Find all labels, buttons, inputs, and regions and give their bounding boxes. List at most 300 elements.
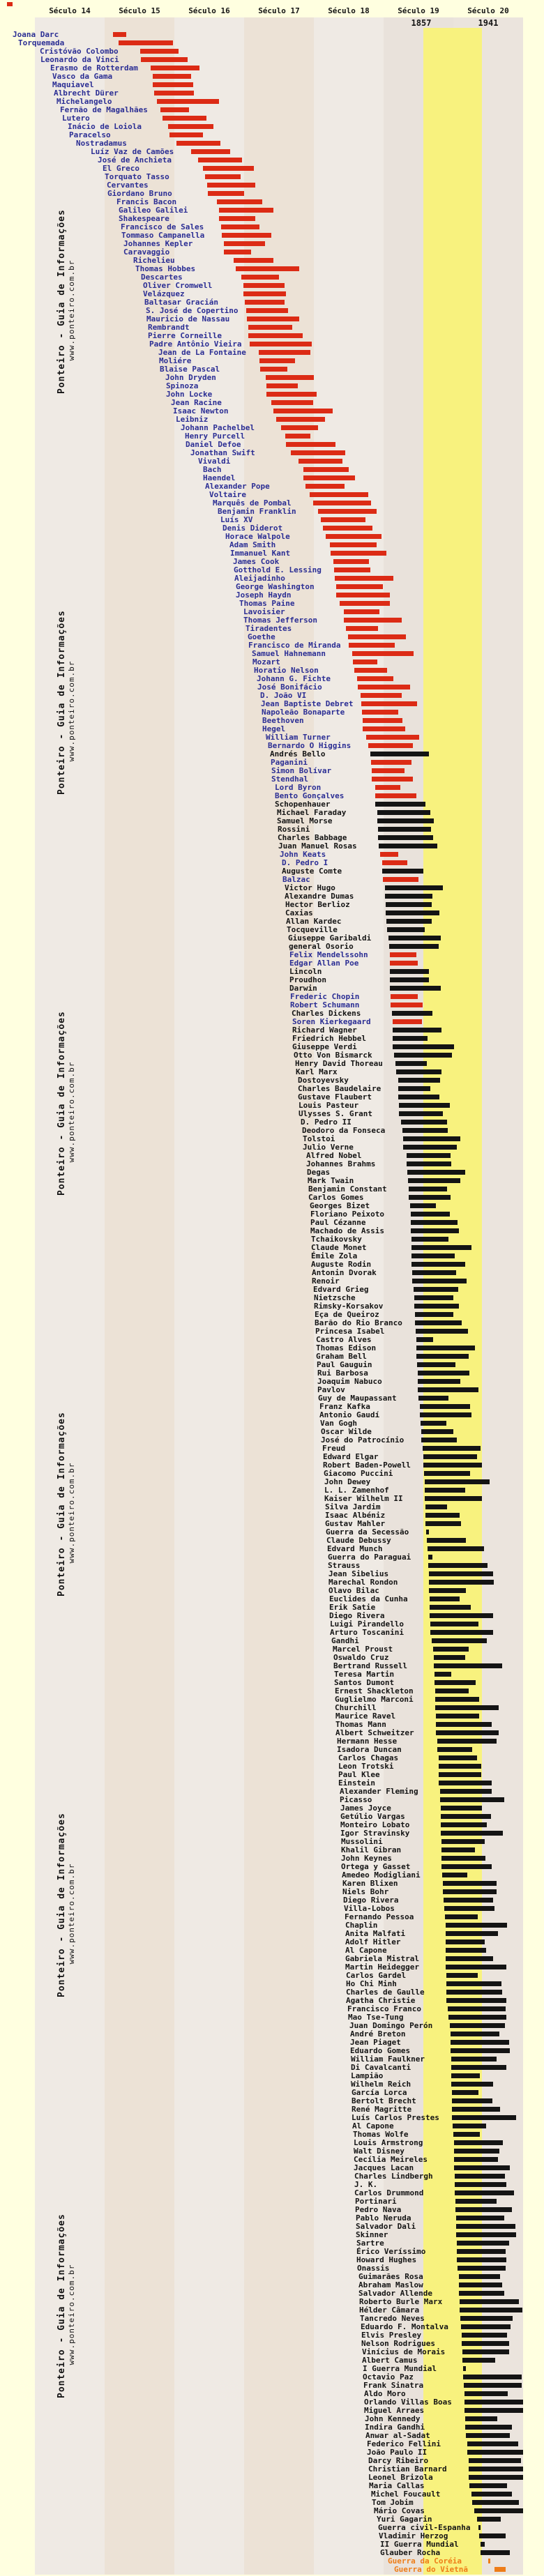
lifespan-bar: [205, 174, 241, 179]
person-label: Felix Mendelssohn: [289, 950, 368, 959]
lifespan-bar: [401, 1120, 447, 1125]
lifespan-bar: [243, 291, 286, 296]
lifespan-bar: [451, 2057, 497, 2061]
lifespan-bar: [430, 1622, 478, 1626]
lifespan-bar: [446, 1973, 478, 1978]
person-label: Degas: [307, 1168, 331, 1177]
person-label: Torquemada: [18, 38, 65, 47]
watermark-site-url: www.ponteiro.com.br: [67, 259, 76, 361]
war-label: Guerra do Vietnã: [394, 2565, 468, 2574]
lifespan-bar: [429, 1588, 466, 1593]
person-label: Vivaldi: [198, 457, 231, 466]
person-label: Torquato Tasso: [105, 172, 169, 181]
person-label: Teresa Martin: [334, 1670, 395, 1679]
lifespan-bar: [418, 1379, 460, 1384]
person-label: Samuel Morse: [277, 816, 333, 825]
person-label: Cecília Meireles: [354, 2155, 428, 2164]
lifespan-bar: [445, 1914, 478, 1919]
person-label: Hegel: [262, 724, 286, 733]
lifespan-bar: [451, 2073, 480, 2078]
person-label: Francisco de Sales: [121, 222, 204, 231]
lifespan-bar: [403, 1136, 460, 1141]
person-label: Vladimir Herzog: [379, 2531, 448, 2540]
person-label: Luigi Pirandello: [330, 1619, 404, 1629]
lifespan-bar: [439, 1781, 492, 1785]
person-label: Joana Darc: [13, 30, 59, 39]
lifespan-bar: [224, 250, 251, 254]
person-label: Cervantes: [107, 181, 149, 190]
person-label: Thomas Hobbes: [135, 264, 196, 273]
lifespan-bar: [398, 1095, 439, 1099]
person-label: Gotthold E. Lessing: [234, 565, 322, 574]
lifespan-bar: [395, 1061, 427, 1066]
person-label: Mao Tse-Tung: [348, 2013, 404, 2022]
person-label: Vasco da Gama: [52, 72, 113, 81]
person-label: Charles Baudelaire: [298, 1084, 381, 1093]
person-label: Inácio de Loiola: [68, 122, 142, 131]
person-label: Robert Baden-Powell: [323, 1461, 411, 1470]
century-label: Século 14: [49, 6, 91, 15]
watermark-site-url: www.ponteiro.com.br: [67, 1863, 76, 1965]
lifespan-bar: [464, 2383, 522, 2388]
lifespan-bar: [451, 2082, 493, 2087]
lifespan-bar: [455, 2182, 506, 2187]
person-label: Leonardo da Vinci: [40, 55, 119, 64]
person-label: Giuseppe Verdi: [292, 1042, 357, 1051]
person-label: George Washington: [236, 582, 315, 591]
person-label: Henry David Thoreau: [295, 1059, 383, 1068]
person-label: Erik Satie: [329, 1603, 376, 1612]
war-label: I Guerra Mundial: [363, 2364, 437, 2373]
lifespan-bar: [250, 342, 312, 346]
lifespan-bar: [151, 66, 199, 70]
person-label: Khalil Gibran: [341, 1845, 402, 1854]
lifespan-bar: [456, 2216, 504, 2220]
lifespan-bar: [398, 1086, 430, 1091]
person-label: Arturo Toscanini: [330, 1628, 404, 1637]
lifespan-bar: [411, 1245, 471, 1250]
lifespan-bar: [462, 2341, 509, 2346]
lifespan-bar: [396, 1069, 441, 1074]
lifespan-bar: [411, 1228, 459, 1233]
lifespan-bar: [377, 810, 430, 815]
lifespan-bar: [427, 1538, 466, 1543]
lifespan-bar: [414, 1304, 459, 1309]
corner-marker: [7, 2, 13, 6]
person-label: Sartre: [356, 2239, 384, 2248]
person-label: Darwin: [289, 984, 317, 993]
lifespan-bar: [203, 166, 254, 171]
lifespan-bar: [465, 2425, 512, 2430]
lifespan-bar: [276, 417, 325, 422]
person-label: Schopenhauer: [275, 800, 331, 809]
person-label: Horace Walpole: [225, 532, 290, 541]
lifespan-bar: [446, 1956, 493, 1961]
person-label: Marcel Proust: [333, 1645, 393, 1654]
lifespan-bar: [435, 1672, 451, 1677]
person-label: Ortega y Gasset: [341, 1862, 411, 1871]
person-label: Carlos Gardel: [346, 1971, 407, 1980]
person-label: Silva Jardim: [325, 1502, 381, 1511]
person-label: Chaplin: [345, 1921, 378, 1930]
person-label: Voltaire: [209, 490, 246, 499]
lifespan-bar: [407, 1161, 451, 1166]
person-label: Oliver Cromwell: [143, 281, 213, 290]
person-label: John Keats: [280, 850, 326, 859]
lifespan-bar: [411, 1262, 465, 1267]
person-label: Richard Wagner: [292, 1026, 357, 1035]
person-label: Wilhelm Reich: [351, 2080, 411, 2089]
lifespan-bar: [336, 584, 383, 589]
person-label: Mário Covas: [374, 2506, 425, 2515]
lifespan-bar: [334, 567, 370, 572]
person-label: James Joyce: [340, 1804, 391, 1813]
lifespan-bar: [113, 32, 126, 37]
person-label: Auguste Comte: [282, 867, 342, 876]
lifespan-bar: [469, 2475, 523, 2480]
lifespan-bar: [454, 2140, 503, 2145]
lifespan-bar: [444, 1898, 493, 1903]
person-label: D. João VI: [260, 691, 307, 700]
century-label: Século 16: [188, 6, 230, 15]
lifespan-bar: [382, 869, 423, 874]
lifespan-bar: [446, 1939, 485, 1944]
person-label: Eduardo F. Montalva: [361, 2322, 448, 2331]
person-label: Claude Debussy: [326, 1536, 391, 1545]
person-label: Gustave Flaubert: [298, 1092, 372, 1102]
lifespan-bar: [354, 668, 387, 673]
person-label: Isadora Duncan: [337, 1745, 402, 1754]
person-label: Miguel Arraes: [364, 2406, 425, 2415]
person-label: Claude Monet: [311, 1243, 367, 1252]
lifespan-bar: [414, 1287, 458, 1292]
person-label: L. L. Zamenhof: [324, 1486, 389, 1495]
lifespan-bar: [286, 442, 335, 447]
lifespan-bar: [441, 1856, 485, 1861]
war-bar: [488, 2559, 490, 2563]
lifespan-bar: [435, 1705, 499, 1710]
person-label: Tiradentes: [245, 624, 292, 633]
watermark-site-name: Ponteiro - Guia de Informações: [56, 209, 67, 394]
person-label: Fernando Pessoa: [345, 1912, 414, 1921]
person-label: Onassis: [357, 2264, 390, 2273]
lifespan-bar: [457, 2241, 509, 2246]
person-label: Deodoro da Fonseca: [302, 1126, 386, 1135]
person-label: Henry Purcell: [185, 432, 245, 441]
highlight-start-year-label: 1857: [411, 18, 432, 28]
lifespan-bar: [372, 768, 405, 773]
lifespan-bar: [169, 132, 203, 137]
person-label: Amedeo Modigliani: [342, 1870, 421, 1880]
lifespan-bar: [368, 743, 413, 748]
lifespan-bar: [385, 885, 443, 890]
person-label: José do Patrocínio: [321, 1435, 405, 1445]
lifespan-bar: [378, 827, 431, 832]
person-label: Barão do Rio Branco: [315, 1318, 402, 1327]
person-label: Renoir: [312, 1276, 340, 1286]
lifespan-bar: [248, 325, 292, 330]
lifespan-bar: [421, 1438, 457, 1442]
person-label: Bach: [203, 465, 222, 474]
war-bar: [478, 2525, 481, 2530]
lifespan-bar: [366, 735, 419, 740]
person-label: Stendhal: [271, 775, 308, 784]
lifespan-bar: [417, 1362, 455, 1367]
lifespan-bar: [424, 1471, 470, 1476]
person-label: Frank Sinatra: [363, 2381, 424, 2390]
lifespan-bar: [386, 902, 432, 907]
person-label: Lampião: [351, 2071, 384, 2080]
lifespan-bar: [372, 777, 413, 782]
lifespan-bar: [285, 434, 310, 439]
person-label: Rui Barbosa: [317, 1369, 368, 1378]
lifespan-bar: [425, 1479, 490, 1484]
person-label: Franz Kafka: [319, 1402, 370, 1411]
lifespan-bar: [331, 551, 386, 556]
person-label: Federico Fellini: [367, 2439, 441, 2448]
person-label: James Cook: [233, 557, 280, 566]
lifespan-bar: [386, 919, 432, 924]
watermark-site-name: Ponteiro - Guia de Informações: [56, 610, 67, 795]
lifespan-bar: [340, 601, 390, 606]
lifespan-bar: [247, 317, 299, 321]
lifespan-bar: [459, 2291, 504, 2296]
person-label: Albrecht Dürer: [54, 89, 119, 98]
lifespan-bar: [224, 241, 265, 246]
lifespan-bar: [452, 2098, 492, 2103]
person-label: Cristóvão Colombo: [40, 47, 119, 56]
lifespan-bar: [416, 1337, 433, 1342]
person-label: Lord Byron: [275, 783, 322, 792]
person-label: Tolstoi: [303, 1134, 335, 1143]
lifespan-bar: [469, 2483, 507, 2488]
lifespan-bar: [163, 116, 206, 121]
person-label: Beethoven: [262, 716, 304, 725]
lifespan-bar: [390, 969, 429, 974]
watermark: [56, 209, 76, 394]
person-label: Edvard Munch: [327, 1544, 383, 1553]
person-label: Salvador Dali: [356, 2222, 416, 2231]
lifespan-bar: [380, 852, 398, 857]
person-label: Walt Disney: [354, 2147, 405, 2156]
person-label: Moliére: [159, 356, 192, 365]
person-label: Daniel Defoe: [186, 440, 241, 449]
lifespan-bar: [428, 1546, 484, 1551]
person-label: Nostradamus: [76, 139, 127, 148]
person-label: Balzac: [282, 875, 310, 884]
person-label: Galileo Galilei: [119, 206, 188, 215]
lifespan-bar: [436, 1714, 479, 1718]
lifespan-bar: [423, 1463, 482, 1468]
lifespan-bar: [446, 1923, 507, 1928]
lifespan-bar: [310, 492, 368, 497]
lifespan-bar: [433, 1647, 469, 1652]
person-label: Charles Dickens: [292, 1009, 361, 1018]
person-label: John Locke: [166, 390, 213, 399]
lifespan-bar: [411, 1253, 455, 1258]
lifespan-bar: [318, 509, 377, 514]
person-label: Antonio Gaudí: [319, 1410, 380, 1419]
person-label: Salvador Allende: [358, 2289, 432, 2298]
lifespan-bar: [441, 1814, 491, 1819]
lifespan-bar: [305, 484, 345, 489]
person-label: El Greco: [103, 164, 139, 173]
person-label: Blaise Pascal: [160, 365, 220, 374]
war-label: II Guerra Mundial: [380, 2540, 459, 2549]
lifespan-bar: [407, 1153, 451, 1158]
lifespan-bar: [462, 2333, 507, 2338]
lifespan-bar: [375, 793, 416, 798]
lifespan-bar: [464, 2391, 508, 2396]
person-label: Auguste Rodin: [311, 1260, 372, 1269]
lifespan-bar: [259, 350, 310, 355]
person-label: Juan Domingo Perón: [349, 2021, 433, 2030]
lifespan-bar: [462, 2349, 509, 2354]
person-label: Graham Bell: [316, 1352, 367, 1361]
lifespan-bar: [446, 1998, 506, 2003]
person-label: Hélder Câmara: [359, 2306, 420, 2315]
person-label: Luíz Vaz de Camões: [91, 147, 174, 156]
person-label: Bernardo O Higgins: [268, 741, 352, 750]
person-label: Al Capone: [345, 1946, 387, 1955]
lifespan-bar: [383, 877, 418, 882]
lifespan-bar: [248, 333, 303, 338]
lifespan-bar: [461, 2324, 511, 2329]
person-label: João Paulo II: [367, 2448, 428, 2457]
lifespan-bar: [370, 752, 429, 756]
lifespan-bar: [434, 1663, 502, 1668]
person-label: Igor Stravinsky: [340, 1829, 410, 1838]
person-label: Albert Camus: [362, 2356, 418, 2365]
lifespan-bar: [469, 2458, 521, 2463]
person-label: Michelangelo: [56, 97, 112, 106]
person-label: Joseph Haydn: [236, 590, 292, 600]
person-label: Frederic Chopin: [290, 992, 360, 1001]
lifespan-bar: [375, 785, 400, 790]
lifespan-bar: [336, 593, 390, 597]
person-label: Aleijadinho: [234, 574, 285, 583]
lifespan-bar: [236, 266, 299, 271]
person-label: Machado de Assis: [310, 1226, 384, 1235]
person-label: Elvis Presley: [361, 2331, 422, 2340]
person-label: Charles Lindbergh: [354, 2172, 433, 2181]
lifespan-bar: [453, 2124, 486, 2128]
person-label: Strauss: [328, 1561, 361, 1570]
lifespan-bar: [259, 358, 295, 363]
person-label: Ho Chi Minh: [346, 1979, 397, 1988]
lifespan-bar: [442, 1873, 467, 1877]
lifespan-bar: [313, 501, 371, 505]
person-label: Thomas Paine: [239, 599, 295, 608]
person-label: Tom Jobim: [372, 2498, 414, 2507]
person-label: André Breton: [350, 2029, 406, 2038]
lifespan-bar: [346, 626, 378, 631]
person-label: Agatha Christie: [346, 1996, 416, 2005]
lifespan-bar: [459, 2282, 502, 2287]
person-label: Carlos Chagas: [338, 1753, 399, 1762]
lifespan-bar: [390, 977, 429, 982]
person-label: Gustav Mahler: [325, 1519, 386, 1528]
person-label: Euclides da Cunha: [329, 1594, 408, 1603]
lifespan-bar: [441, 1806, 482, 1811]
person-label: Villa-Lobos: [344, 1904, 395, 1913]
person-label: Monteiro Lobato: [340, 1820, 410, 1829]
lifespan-bar: [437, 1747, 472, 1752]
person-label: Paganini: [271, 758, 308, 767]
lifespan-bar: [266, 392, 317, 397]
person-label: Pablo Neruda: [356, 2213, 411, 2223]
person-label: Immanuel Kant: [230, 549, 291, 558]
watermark: [56, 610, 76, 795]
person-label: Eça de Queiroz: [315, 1310, 379, 1319]
lifespan-bar: [425, 1513, 460, 1518]
person-label: William Faulkner: [351, 2055, 425, 2064]
person-label: Johann Pachelbel: [181, 423, 255, 432]
lifespan-bar: [390, 986, 441, 991]
person-label: José de Anchieta: [98, 155, 172, 165]
person-label: Jean de La Fontaine: [158, 348, 246, 357]
war-bar: [494, 2567, 506, 2572]
century-label: Século 20: [467, 6, 509, 15]
lifespan-bar: [234, 258, 273, 263]
lifespan-bar: [441, 1822, 487, 1827]
person-label: Lutero: [62, 114, 90, 123]
person-label: Marquês de Pombal: [213, 498, 292, 508]
person-label: Freud: [322, 1444, 346, 1453]
person-label: Thomas Wolfe: [353, 2130, 409, 2139]
person-label: Denis Diderot: [222, 524, 283, 533]
lifespan-bar: [420, 1412, 471, 1417]
person-label: Padre Antônio Vieira: [149, 340, 242, 349]
lifespan-bar: [454, 2149, 499, 2154]
person-label: John Dryden: [165, 373, 216, 382]
lifespan-bar: [421, 1429, 453, 1434]
lifespan-bar: [460, 2299, 519, 2304]
person-label: Di Cavalcanti: [351, 2063, 411, 2072]
lifespan-bar: [411, 1212, 450, 1217]
person-label: general Osorio: [289, 942, 354, 951]
person-label: Julio Verne: [303, 1143, 354, 1152]
person-label: Guy de Maupassant: [318, 1394, 397, 1403]
person-label: José Bonifácio: [257, 683, 322, 692]
person-label: Christian Barnard: [368, 2464, 447, 2474]
person-label: William Turner: [266, 733, 331, 742]
lifespan-bar: [414, 1295, 453, 1300]
person-label: Isaac Newton: [173, 406, 229, 416]
lifespan-bar: [460, 2316, 513, 2321]
lifespan-bar: [458, 2266, 506, 2271]
person-label: Kaiser Wilhelm II: [324, 1494, 403, 1503]
person-label: Érico Veríssimo: [356, 2247, 426, 2256]
watermark: [56, 1011, 76, 1196]
person-label: Skinner: [356, 2230, 388, 2239]
person-label: Haendel: [203, 473, 236, 482]
person-label: Tommaso Campanella: [121, 231, 205, 240]
person-label: Churchill: [335, 1703, 377, 1712]
person-label: Louis Armstrong: [354, 2138, 423, 2147]
person-label: Portinari: [355, 2197, 397, 2206]
century-band: [105, 17, 174, 2575]
lifespan-bar: [241, 275, 279, 280]
lifespan-bar: [472, 2500, 519, 2505]
person-label: Lavoisier: [243, 607, 285, 616]
lifespan-bar: [441, 1831, 503, 1836]
person-label: Allan Kardec: [286, 917, 342, 926]
person-label: Dostoyevsky: [298, 1076, 349, 1085]
person-label: Nietzsche: [314, 1293, 356, 1302]
lifespan-bar: [441, 1839, 485, 1844]
lifespan-bar: [377, 818, 434, 823]
